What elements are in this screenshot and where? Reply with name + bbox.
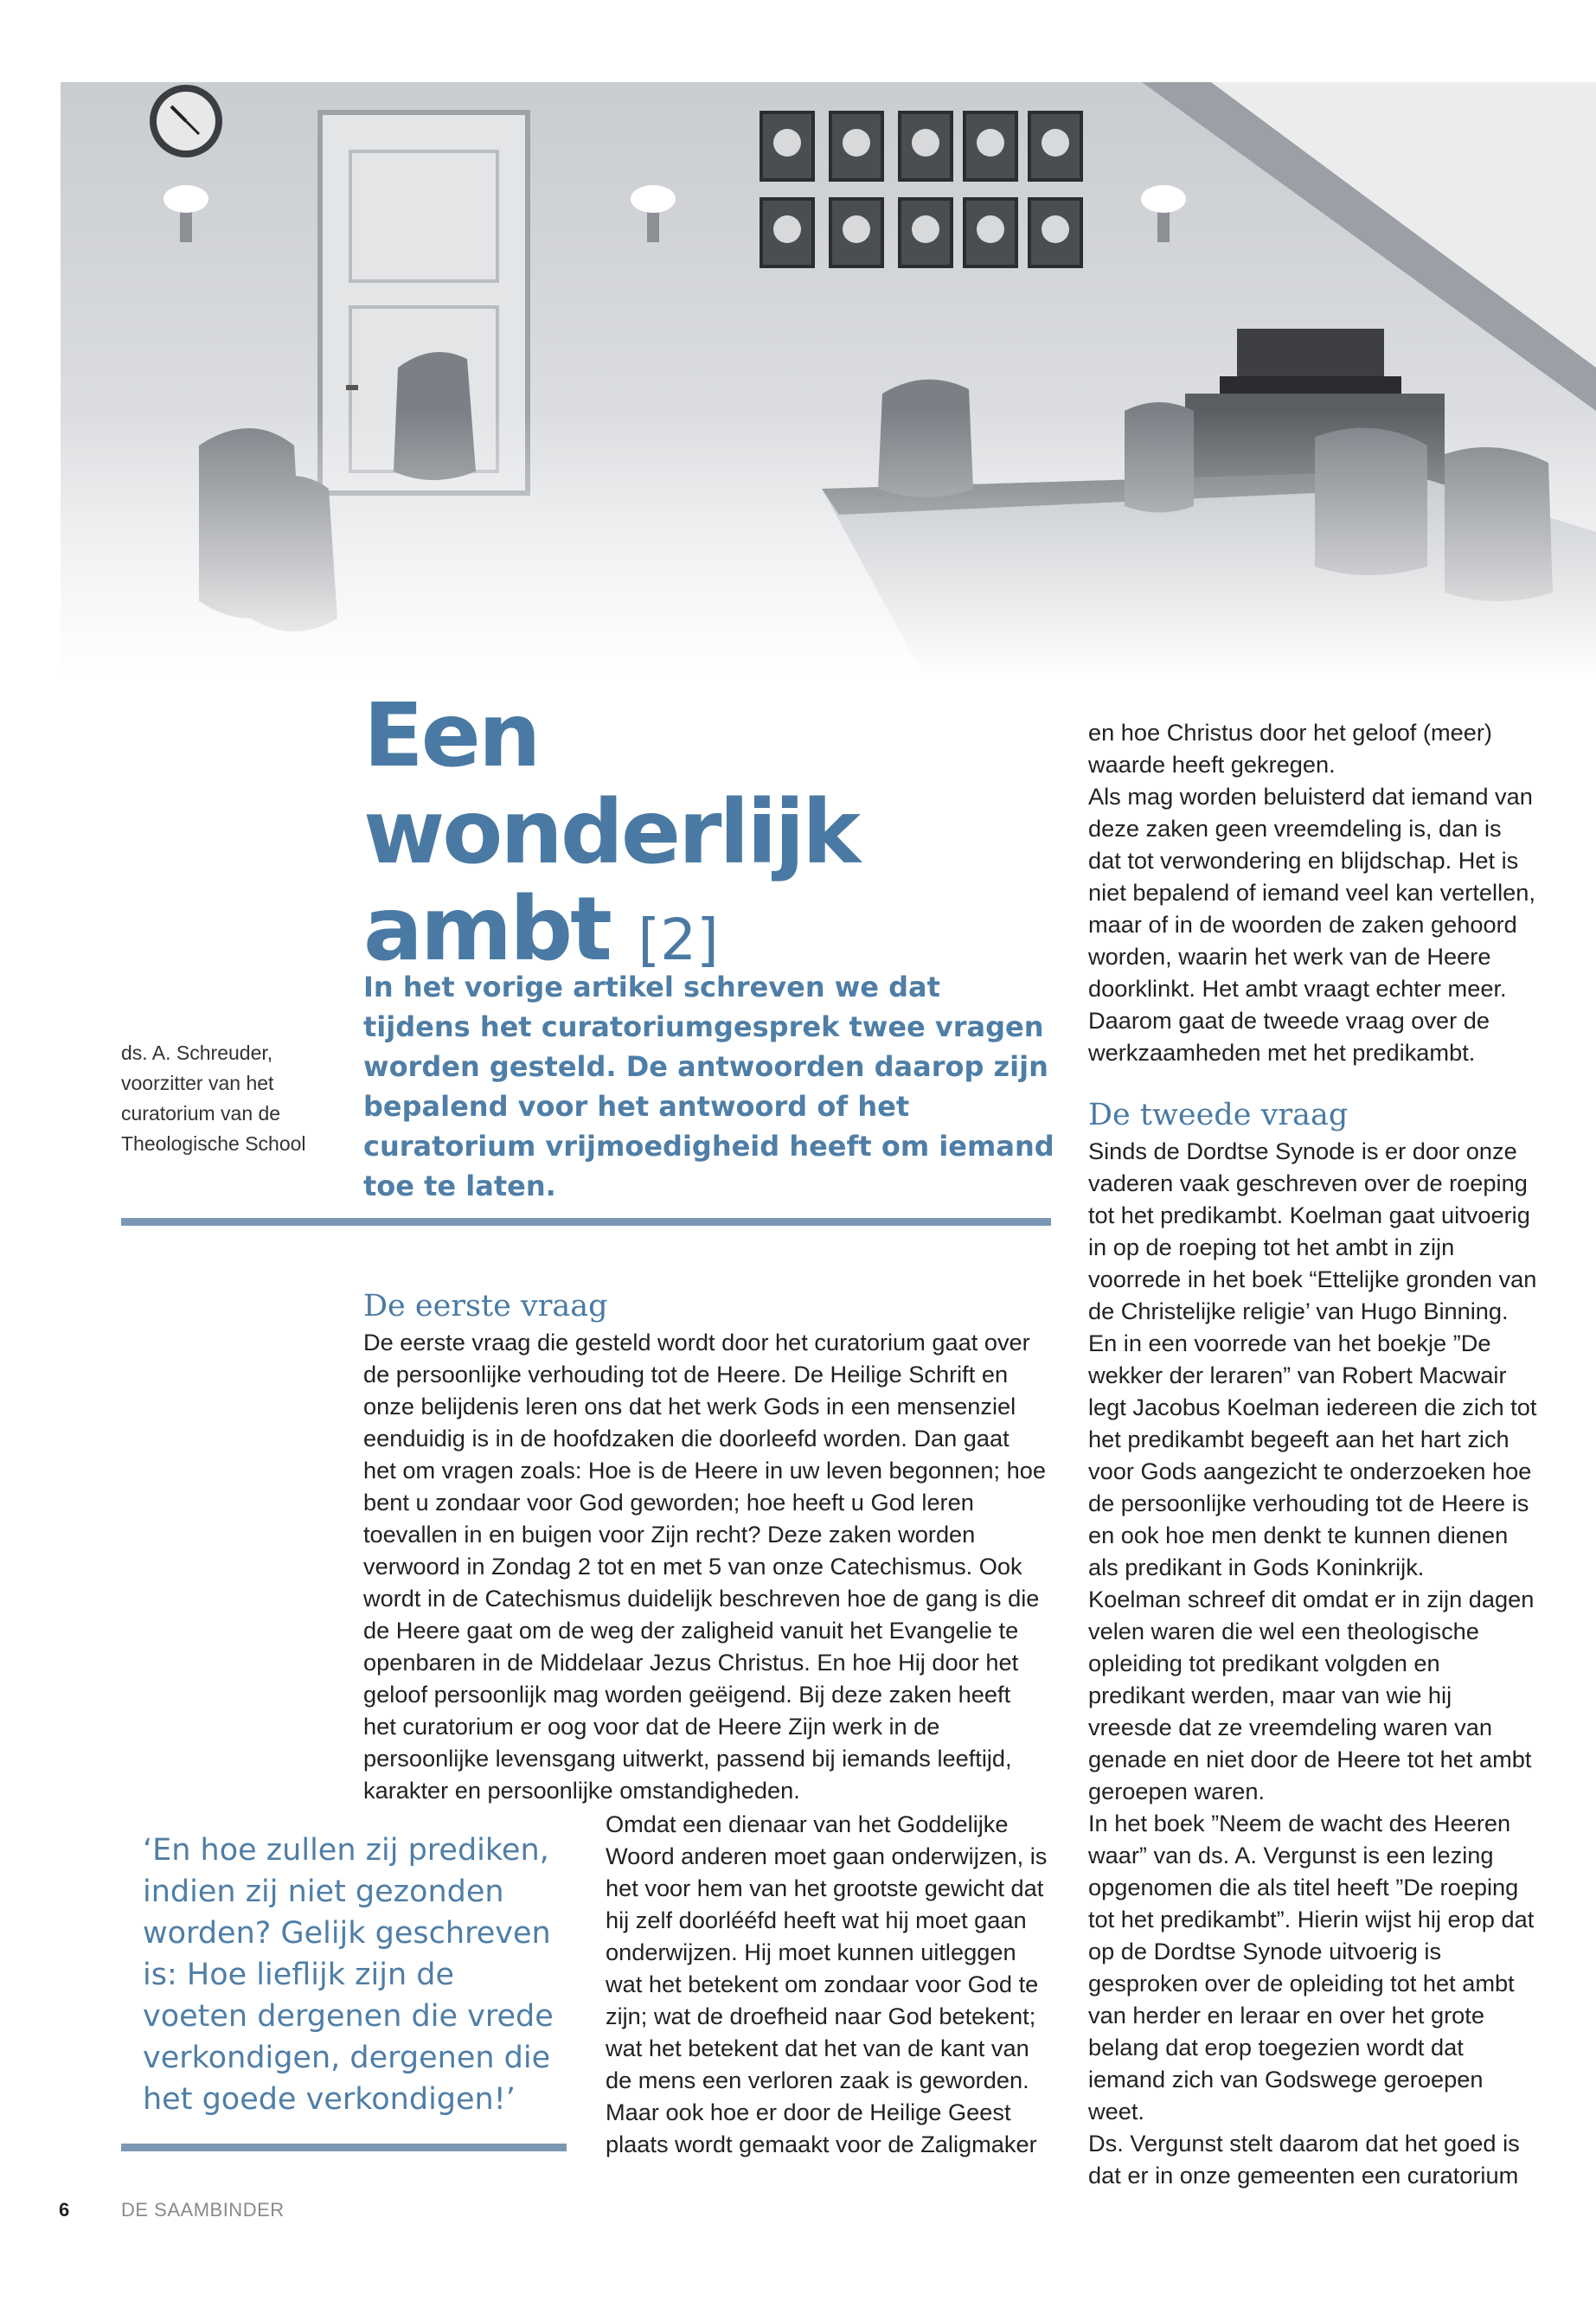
middle-column-text: Omdat een dienaar van het Goddelijke Woord anderen moet gaan onderwijzen, is het voor hem van het grootste gewicht dat hij zelf doorlééfd heeft wat hij moet gaan onderwijzen. Hij moet kunnen uitleggen wat het betekent om zondaar voor God te zijn; wat de droefheid naar God betekent; wat het betekent dat het van de kant van de mens een verloren zaak is geworden. Maar ook hoe er door de Heilige Geest plaats wordt gemaakt voor de Zaligmaker — [606, 1811, 1048, 2157]
paragraph: Als mag worden beluisterd dat iemand van deze zaken geen vreemdeling is, dan is dat tot verwondering en blijdschap. Het is niet bepalend of iemand veel kan vertellen, maar of in de woorden de zaken gehoord worden, waarin het werk van de Heere doorklinkt. Het ambt vraagt echter meer. Daarom gaat de tweede vraag over de werkzaamheden met het predikambt. — [1088, 783, 1535, 1066]
paragraph: Koelman schreef dit omdat er in zijn dagen velen waren die wel een theologische opleiding tot predikant volgden en predikant werden, maar van wie hij vreesde dat ze vreemdeling waren van genade en niet door de Heere tot het ambt geroepen waren. — [1088, 1586, 1535, 1804]
page-number: 6 — [59, 2199, 70, 2221]
pull-quote: ‘En hoe zullen zij prediken, indien zij niet gezonden worden? Gelijk geschreven is: Hoe lieflijk zijn de voeten dergenen die vrede verkondigen, dergenen die het goede verkondigen!’ — [143, 1833, 554, 2117]
paragraph: In het boek ”Neem de wacht des Heeren waar” van ds. A. Vergunst is een lezing opgenomen die als titel heeft ”De roeping tot het predikambt”. Hierin wijst hij erop dat op de Dordtse Synode uitvoerig is gesproken over de opleiding tot het ambt van herder en leraar en over het grote belang dat erop toegezien wordt dat iemand zich van Godswege geroepen weet. — [1088, 1810, 1535, 2125]
quote-divider — [121, 2144, 567, 2151]
section-body-first-question: De eerste vraag die gesteld wordt door het curatorium gaat over de persoonlijke verhouding tot de Heere. De Heilige Schrift en onze belijdenis leren ons dat het werk Gods in een mensenziel eenduidig is in de hoofdzaken die doorleefd worden. Dan gaat het om vragen zoals: Hoe is de Heere in uw leven begonnen; hoe bent u zondaar voor God geworden; hoe heeft u God leren toevallen in en buigen voor Zijn recht? Deze zaken worden verwoord in Zondag 2 tot en met 5 van onze Catechismus. Ook wordt in de Catechismus duidelijk beschreven hoe de gang is die de Heere gaat om de weg der zaligheid vanuit het Evangelie te openbaren in de Middelaar Jezus Christus. En hoe Hij door het geloof persoonlijk mag worden geëigend. Bij deze zaken heeft het curatorium er oog voor dat de Heere Zijn werk in de persoonlijke levensgang uitwerkt, passend bij iemands leeftijd, karakter en persoonlijke omstandigheden. — [363, 1329, 1046, 1804]
paragraph: Sinds de Dordtse Synode is er door onze vaderen vaak geschreven over de roeping tot het predikambt. Koelman gaat uitvoerig in op de roeping tot het ambt in zijn voorrede in het boek “Ettelijke gronden van de Christelijke religie’ van Hugo Binning. En in een voorrede van het boekje ”De wekker der leraren” van Robert Macwair legt Jacobus Koelman iedereen die zich tot het predikambt begeeft aan het hart zich voor Gods aangezicht te onderzoeken hoe de persoonlijke verhouding tot de Heere is en ook hoe men denkt te kunnen dienen als predikant in Gods Koninkrijk. — [1088, 1138, 1537, 1580]
paragraph: en hoe Christus door het geloof (meer) waarde heeft gekregen. — [1088, 719, 1492, 778]
meeting-room-photo — [61, 82, 1596, 679]
paragraph: Ds. Vergunst stelt daarom dat het goed is dat er in onze gemeenten een curatorium — [1088, 2130, 1520, 2189]
right-column — [1088, 716, 1538, 1068]
article-title-number: [2] — [638, 907, 719, 973]
right-column-continued — [1088, 1135, 1538, 2191]
article-title: Een wonderlijk ambt [2] — [363, 684, 859, 981]
publication-name: DE SAAMBINDER — [121, 2199, 285, 2221]
divider — [121, 1218, 1051, 1226]
section-heading-second-question: De tweede vraag — [1088, 1098, 1349, 1132]
section-heading-first-question: De eerste vraag — [363, 1289, 608, 1324]
article-intro: In het vorige artikel schreven we dat tijdens het curatoriumgesprek twee vragen worden gesteld. De antwoorden daarop zijn bepalend voor het antwoord of het curatorium vrijmoedigheid heeft om iemand toe te laten. — [363, 971, 1054, 1202]
author-caption: ds. A. Schreuder, voorzitter van het curatorium van de Theologische School — [121, 1042, 306, 1155]
